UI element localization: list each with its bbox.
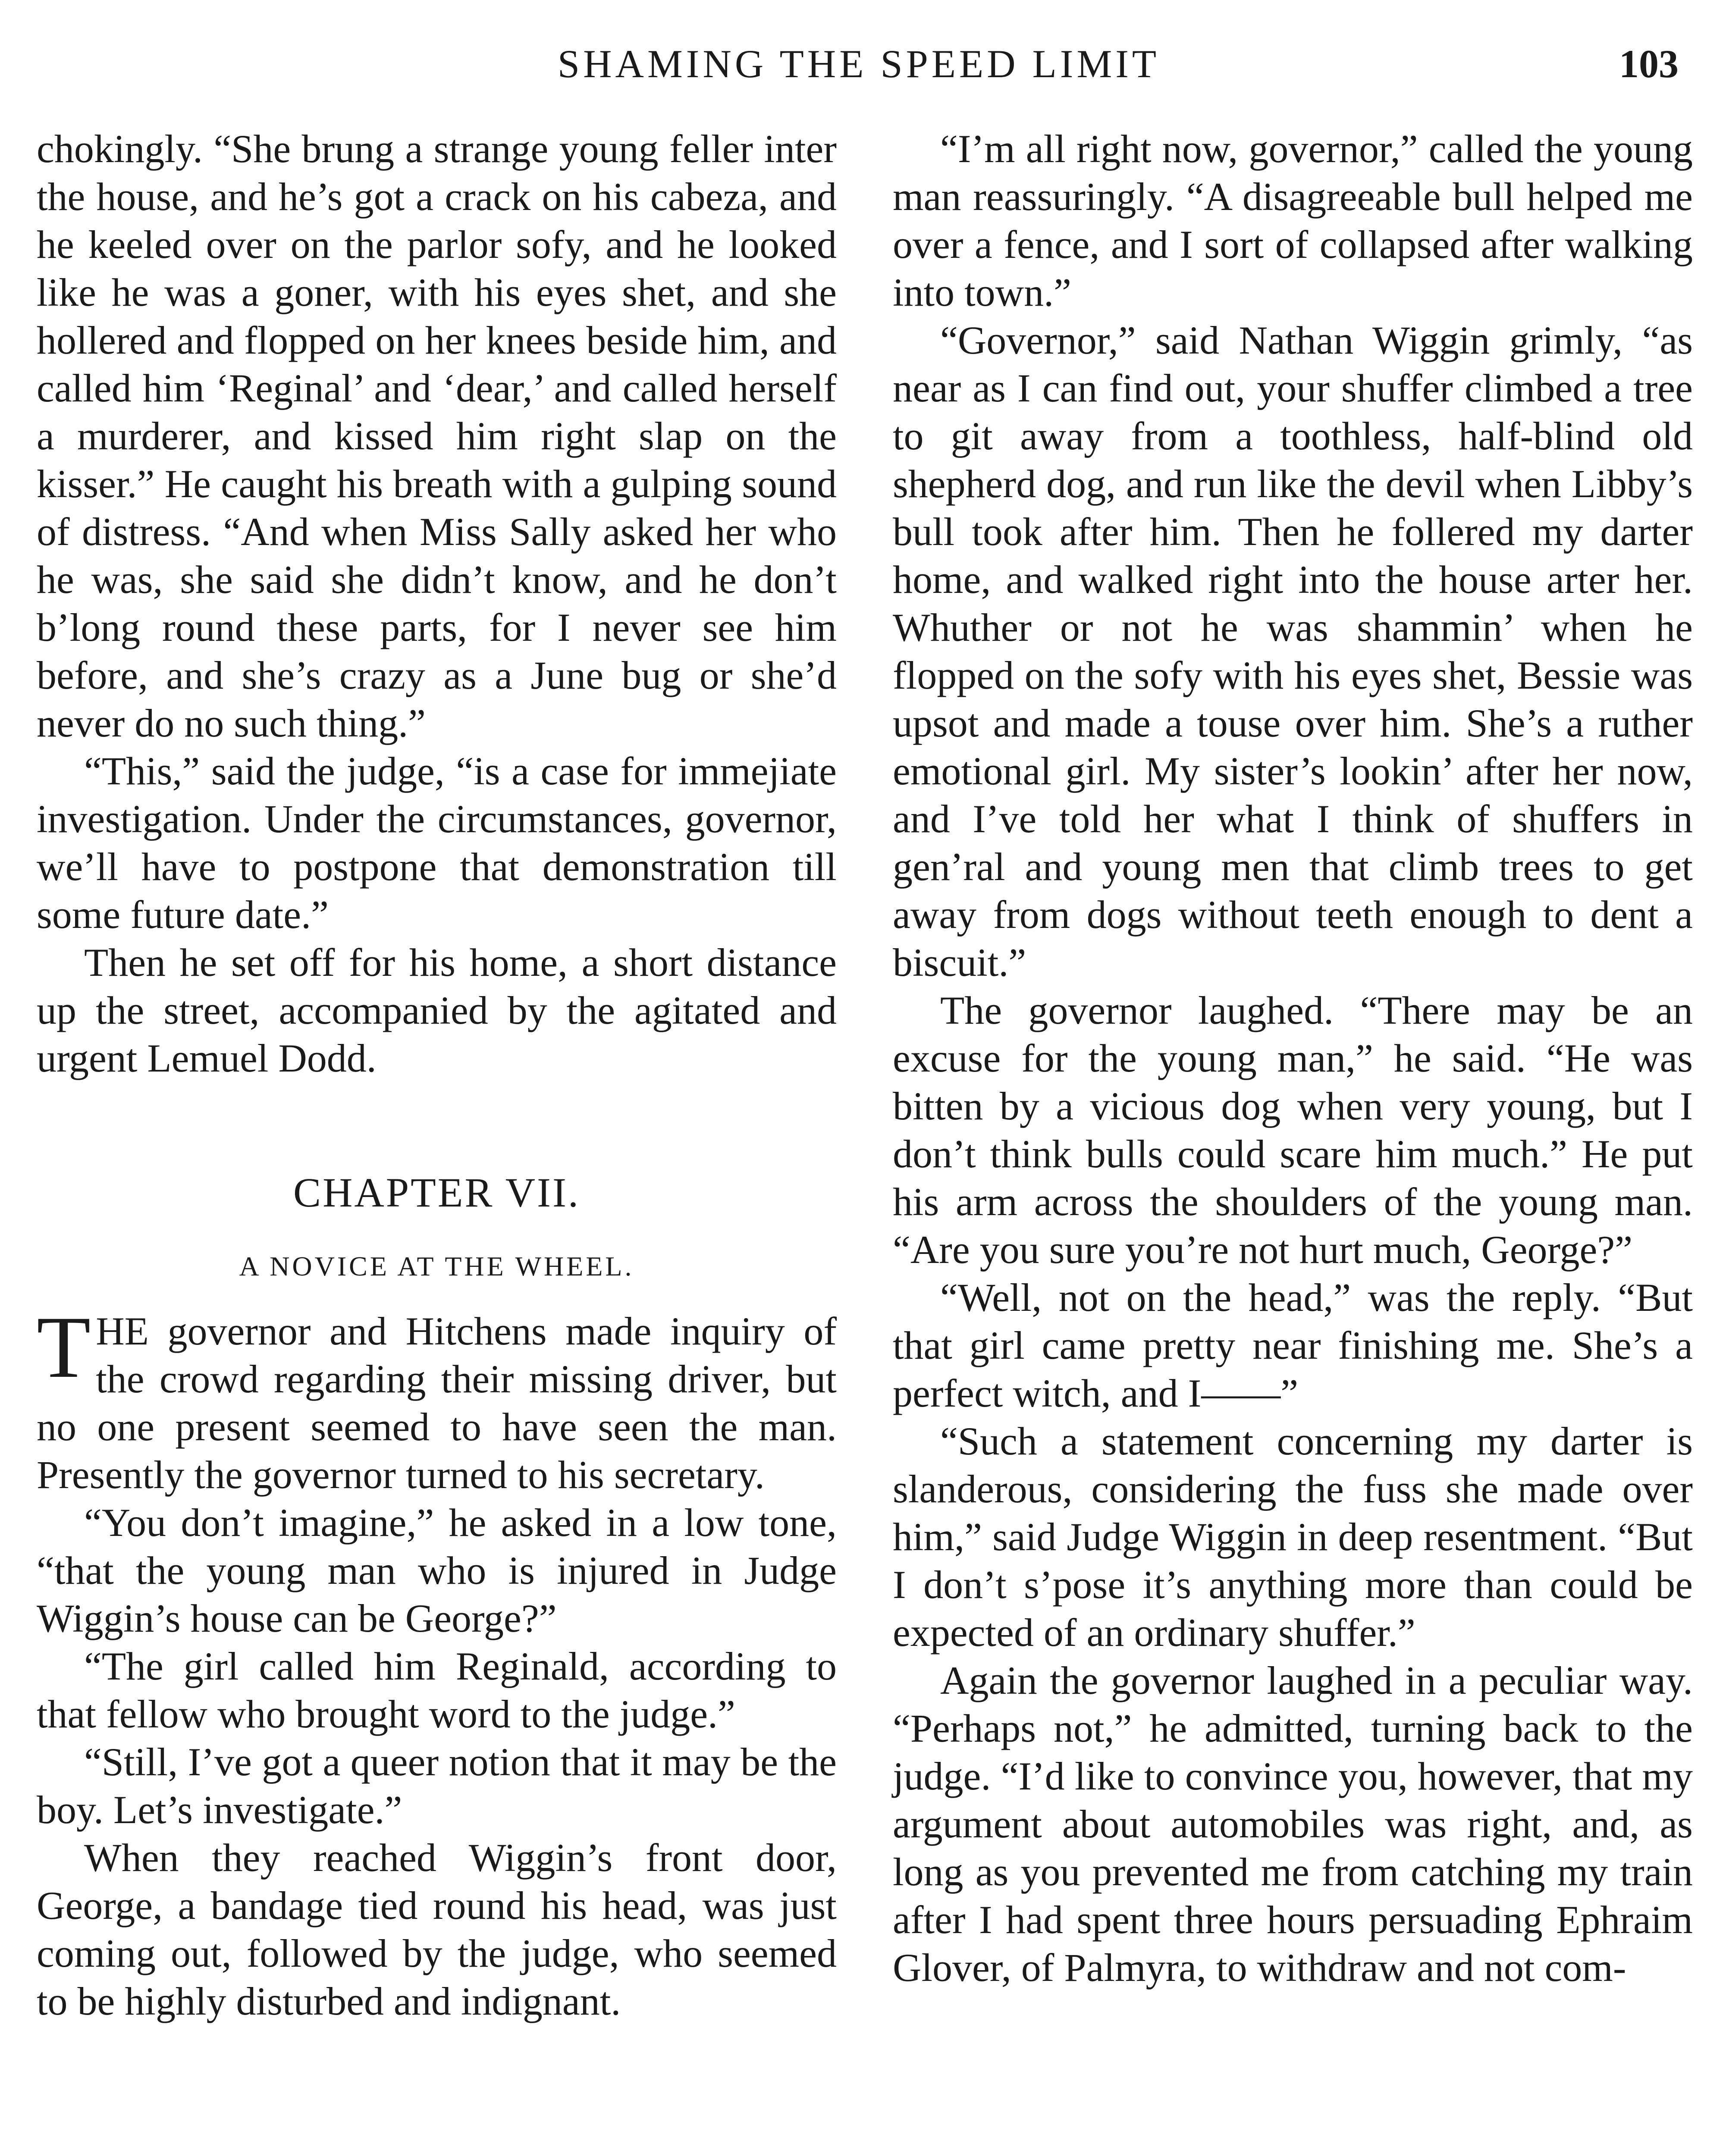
- paragraph: “I’m all right now, governor,” called the young man reassuringly. “A disagreeable bull helped me over a fence, and I sort of collapsed after walking into town.”: [893, 127, 1693, 314]
- page-number: 103: [1619, 42, 1679, 86]
- left-column: [37, 125, 837, 2025]
- paragraph: “Governor,” said Nathan Wiggin grimly, “as near as I can find out, your shuffer climbed a tree to git away from a toothless, half-blind old shepherd dog, and run like the devil when Libby’s bull took after him. Then he follered my darter home, and walked right into the house arter her. Whuther or not he was shammin’ when he flopped on the sofy with his eyes shet, Bessie was upsot and made a touse over him. She’s a ruther emotional girl. My sister’s lookin’ after her now, and I’ve told her what I think of shuffers in gen’ral and young men that climb trees to get away from dogs without teeth enough to dent a biscuit.”: [893, 318, 1693, 984]
- paragraph: “Still, I’ve got a queer notion that it may be the boy. Let’s investigate.”: [37, 1740, 837, 1832]
- paragraph: “This,” said the judge, “is a case for immejiate investigation. Under the circumstances, governor, we’ll have to postpone that demonstration till some future date.”: [37, 749, 837, 937]
- paragraph: chokingly. “She brung a strange young feller inter the house, and he’s got a crack on his cabeza, and he keeled over on the parlor sofy, and he looked like he was a goner, with his eyes shet, and she hollered and flopped on her knees beside him, and called him ‘Reginal’ and ‘dear,’ and called herself a murderer, and kissed him right slap on the kisser.” He caught his breath with a gulping sound of distress. “And when Miss Sally asked her who he was, she said she didn’t know, and he don’t b’long round these parts, for I never see him before, and she’s crazy as a June bug or she’d never do no such thing.”: [37, 127, 837, 745]
- paragraph: Again the governor laughed in a peculiar way. “Perhaps not,” he admitted, turning back to the judge. “I’d like to convince you, however, that my argument about automobiles was right, and, as long as you prevented me from catching my train after I had spent three hours persuading Ephraim Glover, of Palmyra, to withdraw and not com-: [893, 1658, 1693, 1990]
- paragraph: “The girl called him Reginald, according to that fellow who brought word to the judge.”: [37, 1644, 837, 1736]
- paragraph-text: HE governor and Hitchens made inquiry of the crowd regarding their missing driver, but no one present seemed to have seen the man. Presently the governor turned to his secretary.: [37, 1309, 837, 1497]
- chapter-heading: CHAPTER VII.: [293, 1169, 580, 1216]
- paragraph: The governor laughed. “There may be an excuse for the young man,” he said. “He was bitten by a vicious dog when very young, but I don’t think bulls could scare him much.” He put his arm across the shoulders of the young man. “Are you sure you’re not hurt much, George?”: [893, 988, 1693, 1272]
- paragraph: “You don’t imagine,” he asked in a low tone, “that the young man who is injured in Judge Wiggin’s house can be George?”: [37, 1501, 837, 1640]
- running-title: SHAMING THE SPEED LIMIT: [557, 42, 1160, 86]
- chapter-subtitle: A NOVICE AT THE WHEEL.: [239, 1251, 634, 1282]
- paragraph: When they reached Wiggin’s front door, George, a bandage tied round his head, was just coming out, followed by the judge, who seemed to be highly disturbed and indignant.: [37, 1836, 837, 2023]
- drop-cap: T: [37, 1298, 91, 1396]
- paragraph: Then he set off for his home, a short distance up the street, accompanied by the agitated and urgent Lemuel Dodd.: [37, 940, 837, 1080]
- running-header: [39, 41, 1679, 93]
- chapter-opening-paragraph: [37, 1298, 837, 1499]
- right-column: [893, 125, 1693, 1992]
- paragraph: “Such a statement concerning my darter is slanderous, considering the fuss she made over him,” said Judge Wiggin in deep resentment. “But I don’t s’pose it’s anything more than could be expected of an ordinary shuffer.”: [893, 1419, 1693, 1655]
- paragraph: “Well, not on the head,” was the reply. “But that girl came pretty near finishing me. She’s a perfect witch, and I——”: [893, 1275, 1693, 1415]
